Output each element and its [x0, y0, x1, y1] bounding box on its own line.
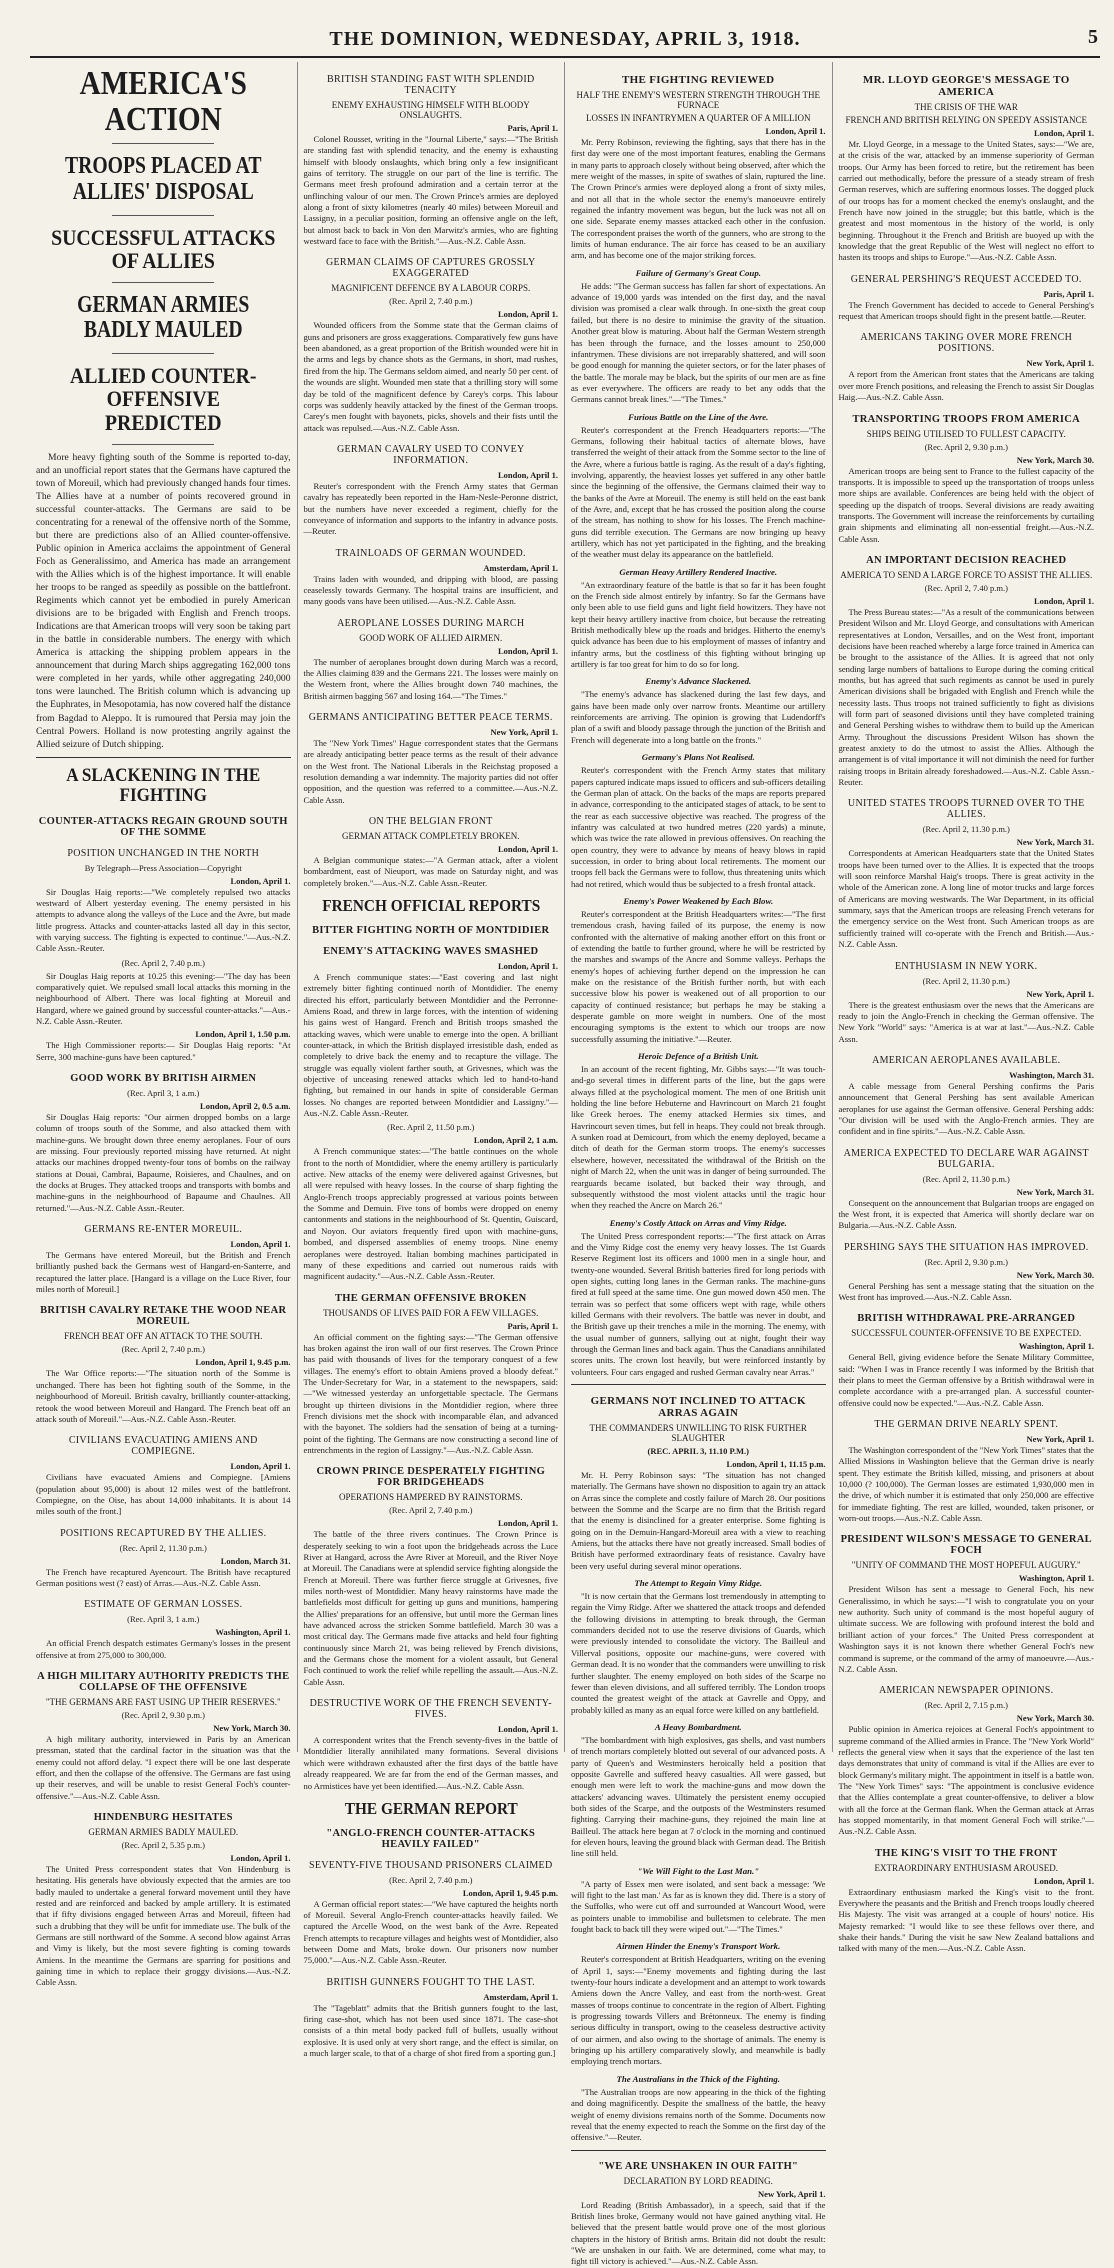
article-headline: AMERICA EXPECTED TO DECLARE WAR AGAINST BULGARIA.: [843, 1147, 1089, 1170]
article-body: The Germans have entered Moreuil, but the British and French brilliantly pushed back the Germans west of Hangard-en-Santerre, and recaptured the latter place. [Hangard is a village on the Luce River, four miles north of Moreuil.]: [36, 1250, 291, 1295]
column-1: [30, 62, 298, 1988]
article-body: In an account of the recent fighting, Mr. Gibbs says:—"It was touch-and-go several times in different parts of the line, but the gaps were always filled at the psychological moment. The men of one British unit holding the line before Hebuterne and Havrincourt on March 21 fought like Greek heroes. The enemy attacked Hermies six times, and Havrincourt seven times, but fell in heaps. They could not break through. A sunken road at Demicourt, from which the enemy deployed, became a ditch of death for the German storm troops. The enemy's successes elsewhere, however, necessitated the withdrawal of the British on the night of March 22, when the unit was in danger of being surrounded. The rearguards became isolated, but backed their way through, and subsequently withstood the most violent attacks until the tragic hour when they reached the Ancre on March 26.": [571, 1064, 826, 1211]
article-subhead: SHIPS BEING UTILISED TO FULLEST CAPACITY.: [866, 428, 1066, 439]
article-subhead: OPERATIONS HAMPERED BY RAINSTORMS.: [338, 1492, 523, 1503]
dateline: London, April 1, 1.50 p.m.: [195, 1029, 291, 1040]
article-subhead: THE CRISIS OF THE WAR: [914, 102, 1018, 112]
received-time: (Rec. April 2, 9.30 p.m.): [924, 441, 1008, 452]
article-headline: THE GERMAN DRIVE NEARLY SPENT.: [874, 1419, 1059, 1431]
article-headline: BRITISH CAVALRY RETAKE THE WOOD NEAR MOREUIL: [40, 1305, 287, 1328]
article-headline: ESTIMATE OF GERMAN LOSSES.: [84, 1599, 243, 1611]
divider: [112, 143, 214, 144]
article-subhead: "THE GERMANS ARE FAST USING UP THEIR RESERVES.": [45, 1696, 281, 1707]
column-3: [565, 62, 833, 2267]
section-subhead: Failure of Germany's Great Coup.: [635, 267, 761, 278]
received-time: (Rec. April 3, 1 a.m.): [127, 1088, 200, 1099]
dateline: New York, March 30.: [1016, 454, 1094, 465]
article-body: The French Government has decided to accede to General Pershing's request that American troops should fight in the present battle.—Reuter.: [838, 299, 1094, 322]
article-subhead: FRENCH BEAT OFF AN ATTACK TO THE SOUTH.: [64, 1331, 263, 1342]
dateline: London, April 1.: [498, 960, 558, 971]
received-time: (Rec. April 2, 11.30 p.m.): [922, 824, 1010, 835]
article-headline: AN IMPORTANT DECISION REACHED: [866, 554, 1067, 566]
article-body: A correspondent writes that the French seventy-fives in the battle of Montdidier literally annihilated many formations. Several divisions which were withdrawn exhausted after the first days of the battle have already reappeared. We are far from the end of the German masses, and no Armistices have yet been identified.—Aus.-N.Z. Cable Assn.: [303, 1735, 558, 1791]
article-subhead: EXTRAORDINARY ENTHUSIASM AROUSED.: [874, 1862, 1058, 1873]
article-headline: THE GERMAN REPORT: [344, 1798, 518, 1818]
divider: [112, 282, 214, 283]
article-subhead: "ANGLO-FRENCH COUNTER-ATTACKS HEAVILY FAILED": [326, 1827, 536, 1850]
article-body: Reuter's correspondent at the French Headquarters reports:—"The Germans, following their habitual tactics of alternate blows, have transferred the weight of their attack from the Somme sector to the line of the Avre, where a furious battle is raging. As the result of a day's fighting, involving, apparently, the heaviest losses yet suffered in any other battle since the beginning of the offensive, the Germans claimed their way to the banks of the Avre at Moreuil. The enemy is still held on the east bank of the Avre, and, except that he has crossed the position along the course of the stream, has nothing to show for his losses. The French machine-guns did terrible execution. The Germans are now bringing up heavy artillery, which has not yet participated in the fighting, and the breaking of the weather must delay its appearance on the battlefield.: [571, 424, 826, 560]
dateline: London, April 1, 11.15 p.m.: [726, 1459, 826, 1469]
headline-main: AMERICA'S ACTION: [79, 65, 247, 138]
article-headline: "WE ARE UNSHAKEN IN OUR FAITH": [598, 2160, 799, 2172]
dateline: New York, April 1.: [1026, 358, 1094, 369]
article-headline: BRITISH WITHDRAWAL PRE-ARRANGED: [857, 1313, 1076, 1325]
article-subhead: THE COMMANDERS UNWILLING TO RISK FURTHER SLAUGHTER: [589, 1423, 807, 1443]
dateline: London, April 1.: [1034, 595, 1094, 606]
article-headline: ENTHUSIASM IN NEW YORK.: [895, 960, 1038, 972]
article-body: American troops are being sent to France to the fullest capacity of the transports. It is impossible to speed up the transportation of troops unless more ships are available. Conferences are being held with the object of speeding up the dispatch of troops. Several divisions are ready awaiting transports. The Government will increase the reinforcements by curtailing grain shipments and eliminating all non-essential freight.—Aus.-N.Z. Cable Assn.: [838, 465, 1094, 544]
article-headline: UNITED STATES TROOPS TURNED OVER TO THE ALLIES.: [847, 798, 1085, 821]
dateline: Paris, April 1.: [507, 1320, 558, 1331]
dateline: London, April 1.: [230, 875, 291, 886]
section-subhead: "We Will Fight to the Last Man.": [637, 1865, 760, 1876]
article-body: A French communique states:—"East covering and last night extremely bitter fighting continued north of Montdidier. The enemy directed his effort, particularly between Montdidier and the Perronne-Amiens Road, and threw in large forces, with the intention of widening his gains west of Hangard. French and British troops smashed the attacking waves, which were unable to emerge into the open. A brilliant counter-attack, in which the British displayed irresistible dash, ended as completely to drive back the enemy and to recapture the village. The struggle was equally violent farther south, at Grivesnes, which was the objective of unceasing renewed attacks which led to hand-to-hand fighting, but remained in our hands in spite of considerable German losses. No changes are reported between Montdidier and Lassigny."—Aus.-N.Z. Cable Assn.-Reuter.: [303, 971, 558, 1119]
dateline: London, April 1.: [498, 1518, 558, 1529]
dateline: New York, April 1.: [1026, 988, 1094, 999]
byline: By Telegraph—Press Association—Copyright: [84, 862, 242, 873]
article-body: An official comment on the fighting says:—"The German offensive has broken against the iron wall of our first reserves. The Crown Prince has paid with thousands of lives for the temporary conquest of a few villages. The enemy's effort to obtain Amiens proved a bloody defeat." The Under-Secretary for War, in a statement to the newspapers, said:—"We witnessed yesterday an unforgettable spectacle. The Germans brought up thirteen divisions in the Montdidier region, where three French divisions met the shock with incomparable élan, and advanced with the bayonet. The soldiers had the sensation of being at a turning-point of the fighting. The Germans are now constructing a second line of entrenchments in the region of Lassigny."—Aus.-N.Z. Cable Assn.: [303, 1331, 558, 1455]
article-body: The Washington correspondent of the "New York Times" states that the Allied Missions in Washington believe that the German drive is nearly spent. They estimate the British killed, missing, and prisoners at about 10,000 (? 100,000). The German losses are estimated 1,930,000 men in the drive, of which number it is estimated that only 250,000 are effective for immediate fighting. The rest are killed, wounded, taken prisoner, or worn-out troops.—Aus.-N.Z. Cable Assn.: [838, 1445, 1094, 1524]
article-body: He adds: "The German success has fallen far short of expectations. An advance of 19,000 yards was intended on the first day, and the naval division was promised a clear walk through. In one-sixth the great coup failed, but there is no desire to minimise the gravity of the situation. Another great blow is maturing. About half the German Western strength has been through the furnace, and the losses amount to 250,000 infantrymen. These divisions are not irreparably shattered, and will soon be good enough for manning the quieter sectors, or for the later phases of the battle. The morale may be black, but the spirits of our men are as fine as ever everywhere. The officers are ready to bet any odds that the Germans cannot break lines."—"The Times.": [571, 280, 826, 405]
dateline: London, April 1.: [498, 844, 558, 855]
article-body: General Pershing has sent a message stating that the situation on the West front has improved.—Aus.-N.Z. Cable Assn.: [838, 1280, 1094, 1302]
article-body: Sir Douglas Haig reports:—"We completely repulsed two attacks westward of Albert yesterday evening. The enemy persisted in his attempts to advance along the valleys of the Luce and the Avre, but made little progress. Attacks and counter-attacks lasted all day in this sector, with varying success. The fighting is expected to continue."—Aus.-N.Z. Cable Assn.-Reuter.: [36, 886, 291, 954]
dateline: London, March 31.: [220, 1555, 291, 1566]
dateline: London, April 1, 9.45 p.m.: [195, 1357, 291, 1368]
article-body: The "Tageblatt" admits that the British gunners fought to the last, firing case-shot, which has not been used since 1871. The case-shot consists of a thin metal body packed full of bullets, usually without explosive. It is used only at very short range, and the effect is similar, on a much larger scale, to that of a charge of shot fired from a sporting gun.]: [303, 2002, 558, 2059]
section-divider: [571, 1384, 826, 1385]
article-body: Lord Reading (British Ambassador), in a speech, said that if the British lines broke, Germany would not have gained anything vital. He believed that the present battle would prove one of the most glorious chapters in the history of British arms. Britain did not doubt the result: "We are unshaken in our faith. We are determined, come what may, to fight till victory is achieved."—Aus.-N.Z. Cable Assn.: [571, 2199, 826, 2267]
headline-deck-4: ALLIED COUNTER-OFFENSIVE PREDICTED: [70, 363, 257, 435]
article-body: The High Commissioner reports:— Sir Douglas Haig reports: "At Serre, 300 machine-guns have been captured.": [36, 1040, 291, 1062]
article-headline: HINDENBURG HESITATES: [93, 1812, 233, 1824]
article-headline: BRITISH GUNNERS FOUGHT TO THE LAST.: [326, 1976, 535, 1988]
column-4: [833, 62, 1101, 1954]
article-body: A Belgian communique states:—"A German attack, after a violent bombardment, east of Nieuport, was made on Saturday night, and was completely broken."—Aus.-N.Z. Cable Assn.-Reuter.: [303, 855, 558, 888]
article-body: The United Press correspondent states that Von Hindenburg is hesitating. His generals have obviously expected that the armies are too badly mauled to undertake a general forward movement until they have rested and are reinforced and backed by ample artillery. It is estimated that if fifty divisions engaged between Arras and Moreuil, fifteen had such a drubbing that they will be unfit for immediate use. The bulk of the Germans are still northward of the Somme. A second blow against Arras and Vimy is likely, but the most severe fighting is coming towards Amiens. In the meantime the Germans are sparring for positions and gaining time in which to replace their groggy divisions.—Aus.-N.Z. Cable Assn.: [36, 1864, 291, 1988]
section-subhead: A Heavy Bombardment.: [654, 1721, 742, 1732]
received-time: (Rec. April 2, 7.40 p.m.): [389, 1505, 473, 1516]
article-subhead: ENEMY'S ATTACKING WAVES SMASHED: [323, 945, 539, 957]
article-body: Consequent on the announcement that Bulgarian troops are engaged on the West front, it is expected that America will shortly declare war on Bulgaria.—Aus.-N.Z. Cable Assn.: [838, 1197, 1094, 1231]
received-time: (REC. APRIL 3, 11.10 P.M.): [647, 1446, 749, 1456]
article-subhead: GERMAN ATTACK COMPLETELY BROKEN.: [341, 831, 520, 842]
article-headline: AMERICANS TAKING OVER MORE FRENCH POSITIONS.: [860, 332, 1073, 355]
article-subhead: POSITION UNCHANGED IN THE NORTH: [67, 847, 260, 859]
section-divider: [36, 757, 291, 758]
dateline: New York, March 30.: [213, 1722, 291, 1733]
dateline: New York, April 1.: [1026, 1434, 1094, 1445]
article-body: The battle of the three rivers continues. The Crown Prince is desperately seeking to win a foot upon the bridgeheads across the Luce River at Hangard, across the Avre River at Moreuil, and the River Noye at Moreuil. The Canadians were at splendid service fighting alongside the French at Moreuil. There was further fierce struggle at Grivesnes, five miles north-west of Montdidier. Many heavy rainstorms have made the battlefields most difficult for getting up guns and munitions, hampering the Allies' preparations for an offensive, but until more the German lines have advanced across the stricken Somme battlefield. March 30 was a most critical day. The Germans made five attacks and held four fighting continuously since March 21, was being relieved by French divisions, and the Germans chose the moment for a violent assault, but General Foch continued to work the relief while repelling the assault.—Aus.-N.Z. Cable Assn.: [303, 1529, 558, 1687]
article-body: The Press Bureau states:—"As a result of the communications between President Wilson and Mr. Lloyd George, and consultations with American representatives at London, Versailles, and on the West front, important decisions have been reached whereby a large force trained in America can be brought to the assistance of the Allies. It is agreed that not only sending large numbers of battalions to Europe during the coming critical months, but has agreed that such regiments as cannot be used in purely American divisions shall be brigaded with English and French while the necessity lasts. Thus troops not trained sufficiently to fight as divisions will form part of seasoned divisions until they have completed training and General Pershing wishes to withdraw them to build up the American Army. Throughout the discussions President Wilson has shown the greatest anxiety to do the utmost to assist the Allies. Although the arrangement is of vital importance it will not diminish the need for further raising troops in Britain already foreshadowed.—Aus.-N.Z. Cable Assn.-Reuter.: [838, 606, 1094, 788]
article-headline: AEROPLANE LOSSES DURING MARCH: [337, 617, 525, 629]
article-subhead: SEVENTY-FIVE THOUSAND PRISONERS CLAIMED: [309, 1859, 553, 1871]
dateline: London, April 1.: [230, 1461, 291, 1472]
article-body: Reuter's correspondent with the French Army states that German cavalry has repeatedly been reported in the Ham-Nesle-Peronne district, but the numbers have never exceeded a regiment, chiefly for the conveyance of information and supports to the infantry in advance posts.—Reuter.: [303, 480, 558, 537]
dateline: London, April 1.: [498, 1724, 558, 1735]
dateline: London, April 2, 0.5 a.m.: [200, 1101, 291, 1112]
received-time: (Rec. April 2, 11.30 p.m.): [922, 975, 1010, 986]
masthead: [30, 4, 1100, 58]
article-body: Sir Douglas Haig reports at 10.25 this evening:—"The day has been comparatively quiet. We repulsed small local attacks this morning in the neighbourhood of Albert. There was local fighting at Moreuil and Hangard, where we gained ground by successful counter-attacks."—Aus.-N.Z. Cable Assn.-Reuter.: [36, 970, 291, 1026]
article-body: General Bell, giving evidence before the Senate Military Committee, said: "When I was in France recently I was informed by the British that their plans to meet the German offensive by a British withdrawal were in complete accordance with a pre-arranged plan. A successful counter-offensive could now be expected."—Aus.-N.Z. Cable Assn.: [838, 1352, 1094, 1408]
dateline: London, April 1.: [498, 469, 558, 480]
article-headline: GERMANS ANTICIPATING BETTER PEACE TERMS.: [308, 712, 553, 723]
article-body: A cable message from General Pershing confirms the Paris announcement that General Pershing has sent available American aeroplanes for use against the German offensive. General Pershing adds: "Our division will be used with the Anglo-French armies. They are confident and in fine spirits."—Aus.-N.Z. Cable Assn.: [838, 1080, 1094, 1137]
received-time: (Rec. April 2, 11.50 p.m.): [387, 1122, 475, 1133]
article-headline: THE FIGHTING REVIEWED: [622, 74, 775, 86]
received-time: (Rec. April 3, 1 a.m.): [127, 1614, 200, 1625]
received-time: (Rec. April 2, 7.40 p.m.): [121, 957, 205, 968]
dateline: London, April 1.: [498, 645, 558, 656]
article-subhead: GERMAN ARMIES BADLY MAULED.: [88, 1827, 239, 1838]
received-time: (Rec. April 2, 11.30 p.m.): [922, 1173, 1010, 1184]
article-subhead: LOSSES IN INFANTRYMEN A QUARTER OF A MILLION: [585, 113, 811, 123]
article-subhead: AMERICA TO SEND A LARGE FORCE TO ASSIST THE ALLIES.: [840, 569, 1093, 580]
dateline: Washington, April 1.: [1018, 1341, 1094, 1352]
newspaper-title: THE DOMINION, WEDNESDAY, APRIL 3, 1918.: [329, 28, 801, 50]
article-body: A French communique states:—"The battle continues on the whole front to the north of Montdidier, where the enemy artillery is particularly active. New attacks of the enemy were delivered against Grivesnes, but all were repulsed with heavy losses. In the course of sharp fighting the Anglo-French troops appreciably progressed at various points between the Somme and Demuin. Five tons of bombs were dropped on enemy cantonments and stations in the neighbourhood of St. Quentin, Guiscard, and Noyon. Our aviators frequently fired upon with machine-guns, bombed, and dispersed assemblies of enemy troops. Nine enemy aeroplanes were destroyed. Italian bombing machines participated in many of these expeditions and carried out numerous raids with magnificent audacity."—Aus.-N.Z. Cable Assn.-Reuter.: [303, 1146, 558, 1282]
article-body: Wounded officers from the Somme state that the German claims of guns and prisoners are gross exaggerations. Comparatively few guns have been abandoned, as a great proportion of the British wounded were hit in the arms and legs by chance shots as the Germans, in short, mad rushes, fired from the hip. The Germans seldom aimed, and nearly 50 per cent. of the wounds are slight. Wounded men state that a thrilling story will some day be told of the magnificent defence by Carey's corps. This labour corps was suddenly heavily attacked by the finest of the German troops. Carey's men fought with bayonets, picks, shovels and their fists until the attack was repulsed.—Aus.-N.Z. Cable Assn.: [303, 320, 558, 433]
received-time: (Rec. April 2, 7.40 p.m.): [389, 296, 473, 307]
dateline: Washington, April 1.: [1018, 1573, 1094, 1584]
dateline: Washington, April 1.: [215, 1627, 291, 1638]
page-number: 5: [1088, 26, 1098, 48]
article-headline: BRITISH STANDING FAST WITH SPLENDID TENACITY: [327, 74, 535, 96]
dateline: London, April 1.: [1034, 1875, 1094, 1886]
article-body: A report from the American front states that the Americans are taking over more French positions, and releasing the French to assist Sir Douglas Haig.—Aus.-N.Z. Cable Assn.: [838, 369, 1094, 403]
article-subhead: ENEMY EXHAUSTING HIMSELF WITH BLOODY ONSLAUGHTS.: [331, 100, 530, 120]
dateline: London, April 2, 1 a.m.: [473, 1135, 558, 1146]
article-headline: THE KING'S VISIT TO THE FRONT: [874, 1847, 1058, 1859]
section-subhead: The Australians in the Thick of the Fighting.: [616, 2073, 780, 2084]
section-subhead: Enemy's Advance Slackened.: [645, 676, 752, 687]
article-headline: MR. LLOYD GEORGE'S MESSAGE TO AMERICA: [862, 74, 1070, 98]
article-headline: AMERICAN NEWSPAPER OPINIONS.: [879, 1685, 1054, 1697]
dateline: London, April 1.: [230, 1239, 291, 1250]
dateline: New York, April 1.: [758, 2188, 826, 2199]
section-subhead: The Attempt to Regain Vimy Ridge.: [634, 1578, 763, 1589]
article-headline: A SLACKENING IN THE FIGHTING: [66, 764, 261, 806]
section-subhead: German Heavy Artillery Rendered Inactive.: [619, 566, 778, 577]
section-subhead: Airmen Hinder the Enemy's Transport Work.: [616, 1941, 781, 1952]
section-subhead: Germany's Plans Not Realised.: [641, 752, 755, 763]
article-body: The United Press correspondent reports:—"The first attack on Arras and the Vimy Ridge cost the enemy very heavy losses. The 1st Guards Reserve Regiment lost its officers and 1000 men in a single hour, and twenty-one wounded. Several British batteries fired for long periods with open sights, cutting long lanes in the German ranks. The machine-guns fired at full speed at the same time. One gun mowed down 450 men. The terrain was so perfect that some officers wept with rage, while others killed Germans with their revolvers. The battle was never in doubt, and the British gave up their trenches a mile in the morning. The enemy, with the usual number of gunners, sallying out at night, fought their way through the German lines and back again. Thus the Canadians annihilated scores units. The crown lost heavily, but were reinforced instantly by volunteers. Four cars engaged and rushed German cavalry near Arras.": [571, 1230, 826, 1377]
article-headline: CIVILIANS EVACUATING AMIENS AND COMPIEGNE.: [68, 1435, 258, 1458]
article-headline: PRESIDENT WILSON'S MESSAGE TO GENERAL FOCH: [840, 1534, 1092, 1557]
columns: [30, 62, 1100, 2267]
article-body: The "New York Times" Hague correspondent states that the Germans are already anticipating better peace terms as the result of their advance on the West front. The National Liberals in the Reichstag proposed a resolution demanding a war indemnity. The majority parties did not offer opposition, and the question was referred to a committee.—Aus.-N.Z. Cable Assn.: [303, 738, 558, 805]
section-divider: [571, 2150, 826, 2151]
article-body: Trains laden with wounded, and dripping with blood, are passing ceaselessly towards Germany. The hospital trains are insufficient, and many goods vans have been utilised.—Aus.-N.Z. Cable Assn.: [303, 573, 558, 607]
received-time: (Rec. April 2, 7.15 p.m.): [924, 1700, 1008, 1711]
dateline: London, April 1.: [230, 1853, 291, 1864]
dateline: New York, April 1.: [490, 727, 558, 737]
headline-deck-1: TROOPS PLACED AT ALLIES' DISPOSAL: [65, 153, 262, 205]
article-headline: GERMAN CAVALRY USED TO CONVEY INFORMATION.: [336, 443, 525, 466]
article-subhead: DECLARATION BY LORD READING.: [623, 2175, 773, 2186]
dateline: New York, March 30.: [1016, 1269, 1094, 1280]
article-body: Public opinion in America rejoices at General Foch's appointment to supreme command of the Allied armies in France. The "New York World" reflects the general view when it says that the experience of the last ten days demonstrates that unity of command is vital if the Allies are ever to block Germany's military might. The appointment in itself is a battle won. The "New York Times" says: "The appointment is conclusive evidence that the Allies contemplate a great counter-offensive, to deliver a blow with all the force at the German flank. When the German attack at Arras has stopped momentarily, in that moment General Foch will strike."—Aus.-N.Z. Cable Assn.: [838, 1724, 1094, 1837]
article-body: "The bombardment with high explosives, gas shells, and vast numbers of trench mortars completely blotted out several of our advanced posts. A party of Queen's and Westminsters heroically held a position that opposite Gavrelle and suffered heavy casualties. All were gassed, but enough men were left to work the machine-guns and mow down the attackers' advancing waves. Ultimately the persistent enemy occupied both sides of the Scarpe, and the outposts of the Westminsters resumed fighting. Carrying their machine-guns, they rejoined the main line at Bailleul. The attack here began at 7 o'clock in the morning and continued for eleven hours, leaving the ground black with German dead. The British line still held.: [571, 1734, 826, 1859]
article-body: "The enemy's advance has slackened during the last few days, and gains have been made only over narrow fronts. Meantime our artillery reinforcements are arriving. The opinion is growing that Ludendorff's plan of a swift and bloody passage through the junction of the British and French will degenerate into a long battle on the fronts.": [571, 689, 826, 745]
article-headline: ON THE BELGIAN FRONT: [368, 816, 493, 828]
article-body: Correspondents at American Headquarters state that the United States troops have been turned over to the Allies. It is expected that the troops will soon reinforce Marshal Haig's troops. There is great activity in the whole of the American zone. A long line of motor trucks and large forces of Americans are moving westwards. The War Department, in its official summary, says that the American troops are releasing French veterans for the emergency service on the West front. Such American troops as are sufficiently trained will co-operate with the French and British.—Aus.-N.Z. Cable Assn.: [838, 848, 1094, 950]
section-subhead: Enemy's Power Weakened by Each Blow.: [623, 895, 774, 906]
article-subhead: THOUSANDS OF LIVES PAID FOR A FEW VILLAGES.: [323, 1307, 539, 1318]
article-subhead: MAGNIFICENT DEFENCE BY A LABOUR CORPS.: [331, 283, 531, 294]
received-time: (Rec. April 2, 9.30 p.m.): [924, 1256, 1008, 1267]
article-body: The War Office reports:—"The situation north of the Somme is unchanged. There has been hot fighting south of the Somme, in the neighbourhood of Moreuil. British cavalry, brilliantly counter-attacking, retook the wood between Moreuil and Hangard. The French beat off an attack south of Moreuil."—Aus.-N.Z. Cable Assn.-Reuter.: [36, 1368, 291, 1424]
article-headline: DESTRUCTIVE WORK OF THE FRENCH SEVENTY-FIVES.: [309, 1698, 552, 1721]
dateline: New York, March 31.: [1016, 1186, 1094, 1197]
received-time: (Rec. April 2, 11.30 p.m.): [119, 1542, 207, 1553]
article-body: There is the greatest enthusiasm over the news that the Americans are ready to join the Anglo-French in checking the German offensive. The New York "World" says: "America is at war at last."—Aus.-N.Z. Cable Assn.: [838, 999, 1094, 1044]
article-body: "An extraordinary feature of the battle is that so far it has been fought on the French side almost entirely by infantry. So far the Germans have only been able to use field guns and light field howitzers. They have not kept their heavy artillery inactive from choice, but because the retreating British methodically blew up the roads and bridges. Hitherto the enemy's quick advance has been due to his employment of masses of infantry and infantry arms, but the costliness of this fighting without bringing up artillery is far too great for him to do so for long.: [571, 579, 826, 670]
article-body: Mr. H. Perry Robinson says: "The situation has not changed materially. The Germans have shown no disposition to again try an attack on Arras since the complete and costly failure of March 28. Our positions between the Somme and the Scarpe are no firm that the British regard that the enemy is disinclined for a greater enterprise. Some fighting is going on in the Demuin-Hangard-Moreuil area with a view to reaching Amiens, but the attacks there have not greatly increased. Small bodies of British have performed extraordinary feats of resistance. Cavalry have been very useful during several minor operations.: [571, 1470, 826, 1571]
article-body: Sir Douglas Haig reports: "Our airmen dropped bombs on a large column of troops south of the Somme, and also attacked them with machine-guns. We brought down three enemy aeroplanes. Four of ours are missing. Four previously reported missing have returned. At night attacks our machines dropped twenty-four tons of bombs on the railway stations at Douai, Cambrai, Bapaume, Roisieres, and Chaulnes, and on the docks at Bruges. They attacked troops and transports with bombs and machine-guns in the neighbourhood of Bapaume and Chaulnes. All returned."—Aus.-N.Z. Cable Assn.-Reuter.: [36, 1112, 291, 1213]
section-subhead: Furious Battle on the Line of the Avre.: [628, 411, 769, 422]
lead-article: More heavy fighting south of the Somme is reported to-day, and an unofficial report states that the Germans have captured the town of Moreuil, which had previously changed hands four times. The Allies have at a number of points recovered ground in successful counter-attacks. The Germans are said to be concentrating for a renewal of the offensive north of the Somme, but there are predictions also of an Allied counter-offensive. Public opinion in America acclaims the appointment of General Foch as Generalissimo, and America has made an arrangement with the Allies which is of the highest importance. It will enable her troops to be ranged as speedily as possible on the battlefront. Regiments which cannot yet be embodied in purely American divisions are to be brigaded with English and French troops. Indications are that American troops will very soon be taking part in the battle in considerable numbers. The energy with which America is attacking the shipping problem appears in the announcement that during March ships aggregating 162,000 tons were completed in her yards, while other aggregating 240,000 tons were launched. The British column which is advancing up the Euphrates, in Mesopotamia, has now covered half the distance from Bagdad to Aleppo. It is rumoured that Persia may join the Central Powers. Holland is now protesting angrily against the Allied seizure of Dutch shipping.: [36, 451, 291, 750]
divider: [112, 444, 214, 445]
dateline: New York, March 30.: [1016, 1713, 1094, 1724]
article-body: Extraordinary enthusiasm marked the King's visit to the front. Everywhere the peasants and the British and French troops loudly cheered His Majesty. The visit was arranged at a couple of hours' notice. His Majesty remarked: "I would like to see these fellows over there, and shake their hands." During the visit he saw New Zealand battalions and talked with many of the men.—Aus.-N.Z. Cable Assn.: [838, 1886, 1094, 1954]
dateline: Washington, March 31.: [1009, 1069, 1094, 1080]
article-body: "The Australian troops are now appearing in the thick of the fighting and doing magnificently. Despite the smallness of the battle, the heavy weight of enemy divisions remains north of the Somme. Documents now reveal that the enemy expected to reach the Somme on the first day of the offensive."—Reuter.: [571, 2086, 826, 2143]
article-headline: THE GERMAN OFFENSIVE BROKEN: [334, 1292, 527, 1304]
article-subhead: FRENCH AND BRITISH RELYING ON SPEEDY ASSISTANCE: [845, 115, 1088, 125]
headline-deck-3: GERMAN ARMIES BADLY MAULED: [77, 291, 250, 344]
article-body: "It is now certain that the Germans lost tremendously in attempting to regain the Vimy Ridge. After we shattered the attack troops and defended the following divisions in attempting to break through, the German commanders decided not to use the reserve divisions of Guards, which were previously intended to consolidate the victory. The Bailleul and Villerval positions, opposite our machine-guns, were covered with German dead. It is no wonder that the commanders were unwilling to risk further slaughter. The enemy employed on both sides of the Scarpe no fewer than eleven divisions, and all suffered terribly. The London troops counted the greatest weight of the attack at Gavrelle and Oppy, and probably killed as many as an equal force were killed on any battlefield.: [571, 1591, 826, 1715]
article-headline: GENERAL PERSHING'S REQUEST ACCEDED TO.: [850, 273, 1082, 285]
article-subhead: "UNITY OF COMMAND THE MOST HOPEFUL AUGURY.": [851, 1560, 1081, 1571]
article-headline: POSITIONS RECAPTURED BY THE ALLIES.: [60, 1527, 267, 1539]
received-time: (Rec. April 2, 7.40 p.m.): [389, 1874, 473, 1885]
received-time: (Rec. April 2, 9.30 p.m.): [121, 1709, 205, 1720]
dateline: Paris, April 1.: [507, 123, 558, 133]
dateline: Paris, April 1.: [1043, 288, 1094, 299]
headline-deck-2: SUCCESSFUL ATTACKS OF ALLIES: [51, 224, 276, 273]
received-time: (Rec. April 2, 7.40 p.m.): [121, 1344, 205, 1355]
article-body: Civilians have evacuated Amiens and Compiegne. [Amiens (population about 95,000) is about 12 miles west of the battlefront. Compiegne, on the Oise, has about 14,000 inhabitants. It is about 14 miles south of the front.]: [36, 1472, 291, 1517]
received-time: (Rec. April 2, 7.40 p.m.): [924, 582, 1008, 593]
article-headline: GERMAN CLAIMS OF CAPTURES GROSSLY EXAGGERATED: [326, 257, 536, 280]
article-body: Reuter's correspondent at British Headquarters, writing on the evening of April 1, says:—"Enemy movements and fighting during the last twenty-four hours indicate a development and an attempt to work towards Amiens down the Ancre Valley, and east from the north-west. Great masses of troops continue to concentrate in the region of Albert. Fighting is progressing towards Villers and Brétonneux. The enemy is finding serious difficulty in transport, owing to the ceaseless destructive activity of our airmen, and also owing to the shortage of animals. The enemy is bringing up his artillery comparatively slowly, and meanwhile is badly employing trench mortars.: [571, 1954, 826, 2067]
article-body: The French have recaptured Ayencourt. The British have recaptured German positions west (? east) of Arras.—Aus.-N.Z. Cable Assn.: [36, 1566, 291, 1588]
article-body: Mr. Lloyd George, in a message to the United States, says:—"We are, at the crisis of the war, attacked by an immense superiority of German troops. Our Army has been forced to retire, but the retirement has been carried out methodically, before the pressure of a steady stream of fresh German reserves, which are suffering enormous losses. The dogged pluck of our troops has for a moment checked the enemy's onslaught, and the French have now joined in the struggle; but this battle, which is the greatest and most momentous in the history of the world, is only beginning. Throughout it the French and British are buoyed up with the knowledge that the great Republic of the West will neglect no effort to hasten its troops and ships to Europe."—Aus.-N.Z. Cable Assn.: [838, 139, 1094, 263]
divider: [112, 353, 214, 354]
article-headline: PERSHING SAYS THE SITUATION HAS IMPROVED.: [843, 1241, 1089, 1253]
dateline: London, April 1.: [498, 309, 558, 320]
article-body: An official French despatch estimates Germany's losses in the present offensive at from 275,000 to 300,000.: [36, 1638, 291, 1660]
section-subhead: Heroic Defence of a British Unit.: [637, 1051, 759, 1062]
column-2: [298, 62, 566, 2059]
article-subhead: BITTER FIGHTING NORTH OF MONTDIDIER: [312, 924, 550, 936]
dateline: Amsterdam, April 1.: [483, 1991, 558, 2002]
article-body: Reuter's correspondent at the British Headquarters writes:—"The first tremendous crash, having failed of its purpose, the enemy is now confronted with the alternative of making another effort on this front or of extending the battle to further ground, where he will be restricted by the marshes and swamps of the Ancre and Somme valleys. Perhaps the enemy's hopes of achieving further depend on the impression he can make on the resistance of the British further north, but with each successive blow his power is weakened out of all proportion to our capacity of continued resistance; but perhaps he may be staking a desperate gamble on more weight in numbers. One of the most encouraging symptoms is the extent to which our troops are now successfully assuming the initiative."—Reuter.: [571, 908, 826, 1044]
section-subhead: Enemy's Costly Attack on Arras and Vimy Ridge.: [609, 1217, 787, 1228]
article-headline: CROWN PRINCE DESPERATELY FIGHTING FOR BRIDGEHEADS: [316, 1466, 546, 1489]
dateline: New York, March 31.: [1016, 837, 1094, 848]
article-subhead: SUCCESSFUL COUNTER-OFFENSIVE TO BE EXPECTED.: [851, 1328, 1082, 1339]
article-subhead: HALF THE ENEMY'S WESTERN STRENGTH THROUGH THE FURNACE: [576, 90, 820, 110]
article-headline: TRAINLOADS OF GERMAN WOUNDED.: [335, 547, 526, 559]
article-body: Mr. Perry Robinson, reviewing the fighting, says that there has in the first day were one of the most important features, enabling the Germans in many parts to approach closely without being observed, after which the mere weight of the masses, in spite of swathes of slain, ruptured the line. The Crown Prince's armies were deployed along a front of sixty miles, and not all that in the whole sector the enemy's manoeuvre entirely regained the infantry movement was begun, but the luck was not all on one side. Separate enemy masses attacked each other in the confusion. The correspondent praises the worth of the gunners, who are strong to the limits of human endurance. The air force has ceased to be an auxiliary arm, and has become one of the major striking forces.: [571, 137, 826, 261]
article-headline: TRANSPORTING TROOPS FROM AMERICA: [852, 413, 1080, 425]
article-subhead: COUNTER-ATTACKS REGAIN GROUND SOUTH OF THE SOMME: [38, 815, 288, 838]
article-body: A high military authority, interviewed in Paris by an American pressman, stated that the cardinal factor in the situation was that the enemy could not afford delay. "I expect there will be one last desperate effort, and then the collapse of the offensive. The Germans are fast using up their reserves, and will be unable to resist General Foch's counter-offensive."—Aus.-N.Z. Cable Assn.: [36, 1733, 291, 1801]
article-headline: GOOD WORK BY BRITISH AIRMEN: [70, 1073, 257, 1085]
article-body: "A party of Essex men were isolated, and sent back a message: 'We will fight to the last man.' As far as is known they did. There is a story of the Suffolks, who were cut off and surrounded at Wancourt Wood, were as pointers unable to immobilise and bulletsmen to celebrate. The men fought back to back till they were wiped out."—"The Times.": [571, 1878, 826, 1935]
article-headline: GERMANS NOT INCLINED TO ATTACK ARRAS AGAIN: [590, 1395, 806, 1419]
article-subhead: GOOD WORK OF ALLIED AIRMEN.: [359, 632, 503, 643]
dateline: London, April 1.: [1034, 128, 1094, 138]
dateline: Amsterdam, April 1.: [483, 562, 558, 573]
dateline: London, April 1, 9.45 p.m.: [462, 1887, 558, 1898]
divider: [112, 215, 214, 216]
article-body: The number of aeroplanes brought down during March was a record, the Allies claiming 839 and the Germans 221. The losses were mainly on the Western front, where the Allies brought down 740 machines, the British airmen bagging 567 and losing 164.—"The Times.": [303, 656, 558, 701]
article-headline: GERMANS RE-ENTER MOREUIL.: [84, 1224, 243, 1236]
article-body: A German official report states:—"We have captured the heights north of Moreuil. Several Anglo-French counter-attacks heavily failed. We captured the Arcelle Wood, on the west bank of the Avre. Repeated French attempts to recapture villages and heights west of Montdidier, also between Dome and Mats, broke down. Our prisoners now number 75,000."—Aus.-N.Z. Cable Assn.-Reuter.: [303, 1898, 558, 1966]
article-body: Reuter's correspondent with the French Army states that military papers captured indicate maps issued to officers and sub-officers detailing the German plan of attack. On the backs of the maps are reports prepared in advance, corresponding to the anticipated stages of attack, to be sent to the rear as each successive objective was reached. The progress of the infantry was calculated at two hundred metres (220 yards) a minute, which was twice the rate allowed in previous offensives. On reaching the open country, they were to advance by means of heavy blows in rapid succession, in order to bring about local retirements. The moment our troops fell back the Germans were to follow, thus threatening units which had not retired, which would thus be subjected to a fresh frontal attack.: [571, 765, 826, 889]
dateline: London, April 1.: [765, 126, 826, 136]
received-time: (Rec. April 2, 5.35 p.m.): [121, 1840, 205, 1851]
article-headline: A HIGH MILITARY AUTHORITY PREDICTS THE COLLAPSE OF THE OFFENSIVE: [37, 1670, 290, 1693]
article-body: President Wilson has sent a message to General Foch, his new Generalissimo, in which he says:—"I wish to congratulate you on your new authority. Such unity of command is the most hopeful augury of ultimate success. We are following with profound interest the bold and brilliant action of your forces." The United Press correspondent at Washington says it is not known there whether General Foch's new command is supreme, or the command of the army of manoeuvre.—Aus.-N.Z. Cable Assn.: [838, 1584, 1094, 1674]
article-headline: FRENCH OFFICIAL REPORTS: [321, 896, 540, 916]
article-headline: AMERICAN AEROPLANES AVAILABLE.: [872, 1054, 1061, 1066]
article-body: Colonel Rousset, writing in the "Journal Liberte," says:—"The British are standing fast with splendid tenacity, and the enemy is exhausting himself with bloody onslaughts, which bring only a few insignificant gains of territory. The struggle on our part of the line is terrific. The Germans meet fresh profound admiration and a certain terror at the unflinching valour of our men. The Crown Prince's armies are deployed along a front of sixty kilometres (nearly 40 miles) between Moreuil and Lassigny, in a peculiar position, forming an offensive angle on the left, but almost back to back in Von den Marwitz's armies, who are fighting westward face to face with the British."—Aus.-N.Z. Cable Assn.: [303, 134, 558, 247]
